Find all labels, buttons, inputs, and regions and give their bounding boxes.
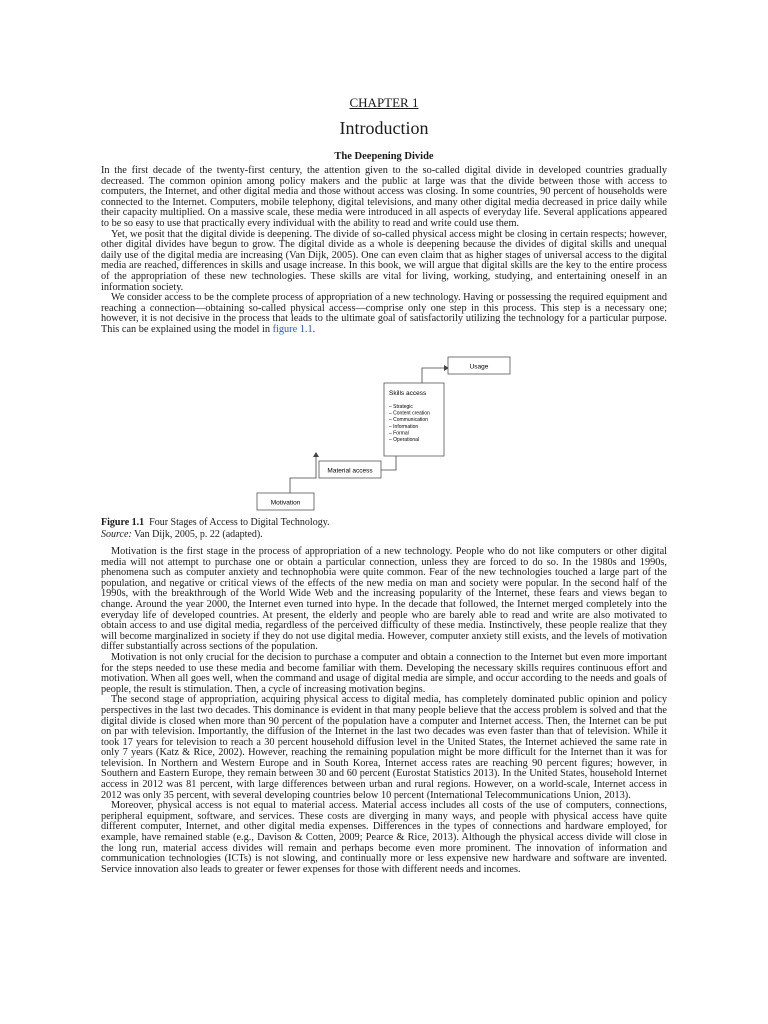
body-text-bottom	[101, 547, 667, 875]
paragraph-end: .	[312, 323, 316, 335]
source-label: Source:	[101, 529, 132, 540]
connector-skills-usage	[422, 368, 444, 383]
skills-list-item: – Formal	[389, 430, 409, 437]
skills-list-item: – Operational	[389, 437, 420, 443]
connector-motivation-material	[290, 457, 316, 498]
skills-access-label: Skills access	[389, 390, 427, 397]
paragraph: Moreover, physical access is not equal to material access. Material access includes all costs of the use of computers, connections, peripheral equipment, software, and services. These costs are diverging in many ways, and people with physical access have quite different computer, Internet, and other digital media expenses. Differences in the types of connections and hardware employed, for example, have remained stable (e.g., Davison & Cotten, 2009; Pearce & Rice, 2013). Although the physical access divide will close in the long run, material access divides will remain and perhaps become even more prominent. The innovation of information and communication technologies (ICTs) is not slowing, and continually more or less expensive new hardware and software are invented. Service innovation also leads to greater or fewer expenses for those with different needs and incomes.	[101, 800, 667, 875]
skills-list-item: – Content creation	[389, 410, 430, 417]
caption-number: Figure 1.1	[101, 517, 145, 528]
paragraph: The second stage of appropriation, acquiring physical access to digital media, has completely dominated public opinion and policy perspectives in the last two decades. This dominance is evident in that many people believe that the access problem is solved and that the digital divide is closed when more than 90 percent of the population have a computer and Internet access. Then, the Internet can be put on par with television. Importantly, the diffusion of the Internet in the last two decades was even faster than that of television. While it took 17 years for television to reach a 30 percent household diffusion level in the United States, the Internet achieved the same rate in only 7 years (Katz & Rice, 2002). However, reaching the remaining population might be more difficult for the Internet than it was for television. In Northern and Western Europe and in South Korea, Internet access rates are reaching 90 percent figures; however, in Southern and Eastern Europe, they remain between 30 and 60 percent (Eurostat Statistics 2013). In the United States, household Internet access in 2012 was 81 percent, with large differences between urban and rural regions. However, on a world-scale, Internet access in 2012 was only 35 percent, with several developing countries below 10 percent (International Telecommunications Union, 2013).	[101, 694, 667, 801]
chapter-title: Introduction	[339, 118, 429, 138]
staircase-diagram	[250, 353, 520, 515]
caption-text: Four Stages of Access to Digital Technology.	[149, 517, 330, 528]
caption-line	[101, 517, 330, 529]
motivation-label: Motivation	[270, 499, 301, 507]
body-text-top	[101, 166, 667, 336]
figure-diagram	[250, 353, 520, 515]
paragraph: Motivation is the first stage in the process of appropriation of a new technology. People who do not like computers or other digital media will not attempt to purchase one or obtain a particular connection, unless they are forced to do so. In the 1980s and 1990s, phenomena such as computer anxiety and technophobia were quite common. Fear of the new technologies touched a large part of the population, and negative or critical views of the effects of the new media on man and society were popular. In the second half of the 1990s, with the breakthrough of the World Wide Web and the increasing popularity of the Internet, these fears and views began to change. Around the year 2000, the Internet even turned into hype. In the decade that followed, the Internet merged completely into the everyday life of developed countries. At present, the elderly and people who are barely able to read and write are also motivated to obtain access to and use digital media, regardless of the perceived difficulty of these media. Instinctively, these people realize that they will become marginalized in society if they do not use digital media. However, computer anxiety still exists, and the levels of motivation differ substantially across sections of the population.	[101, 546, 667, 653]
skills-list-item: – Information	[389, 423, 419, 430]
chapter-label: CHAPTER 1	[349, 95, 419, 110]
paragraph: In the first decade of the twenty-first century, the attention given to the so-called digital divide in developed countries gradually decreased. The common opinion among policy makers and the public at large was that the divide between those with access to computers, the Internet, and other digital media and those without access was closing. In some countries, 90 percent of households were connected to the Internet. Computers, mobile telephony, digital televisions, and many other digital media decreased in price daily while their capacity multiplied. On a massive scale, these media were introduced in all aspects of everyday life. Several applications appeared to be so easy to use that practically every individual with the ability to read and write could use them.	[101, 165, 667, 229]
arrow-head	[313, 452, 319, 457]
source-text: Van Dijk, 2005, p. 22 (adapted).	[134, 529, 263, 540]
material-access-label: Material access	[327, 467, 373, 475]
skills-list-item: – Strategic	[389, 404, 413, 410]
figure-link[interactable]: figure 1.1	[272, 323, 313, 335]
usage-label: Usage	[469, 363, 489, 371]
paragraph: Yet, we posit that the digital divide is deepening. The divide of so-called physical access might be closing in certain respects; however, other digital divides have begun to grow. The digital divide as a whole is deepening because the divides of digital skills and unequal daily use of the digital media are increasing (Van Dijk, 2005). One can even claim that as higher stages of universal access to the digital media are reached, differences in skills and usage increase. In this book, we will argue that digital skills are the key to the entire process of the appropriation of these new technologies. These skills are vital for living, working, studying, and entertaining oneself in an information society.	[101, 228, 667, 293]
figure-caption	[101, 517, 330, 541]
paragraph-text: We consider access to be the complete process of appropriation of a new technology. Having or possessing the required equipment and reaching a connection—obtaining so-called physical access—comprise only one step in this process. This step is a necessary one; however, it is not decisive in the process that leads to the ultimate goal of satisfactorily utilizing the technology for a particular purpose. This can be explained using the model in	[101, 292, 667, 335]
paragraph	[101, 293, 667, 335]
section-heading: The Deepening Divide	[334, 151, 434, 162]
skills-list-item: – Communication	[389, 417, 428, 424]
source-line	[101, 529, 330, 541]
paragraph: Motivation is not only crucial for the decision to purchase a computer and obtain a connection to the Internet but even more important for the steps needed to use these media and become familiar with them. Developing the necessary skills requires continuous effort and motivation. When all goes well, when the command and usage of digital media are simple, and occur according to the needs and goals of people, the result is stimulation. Then, a cycle of increasing motivation begins.	[101, 651, 667, 695]
